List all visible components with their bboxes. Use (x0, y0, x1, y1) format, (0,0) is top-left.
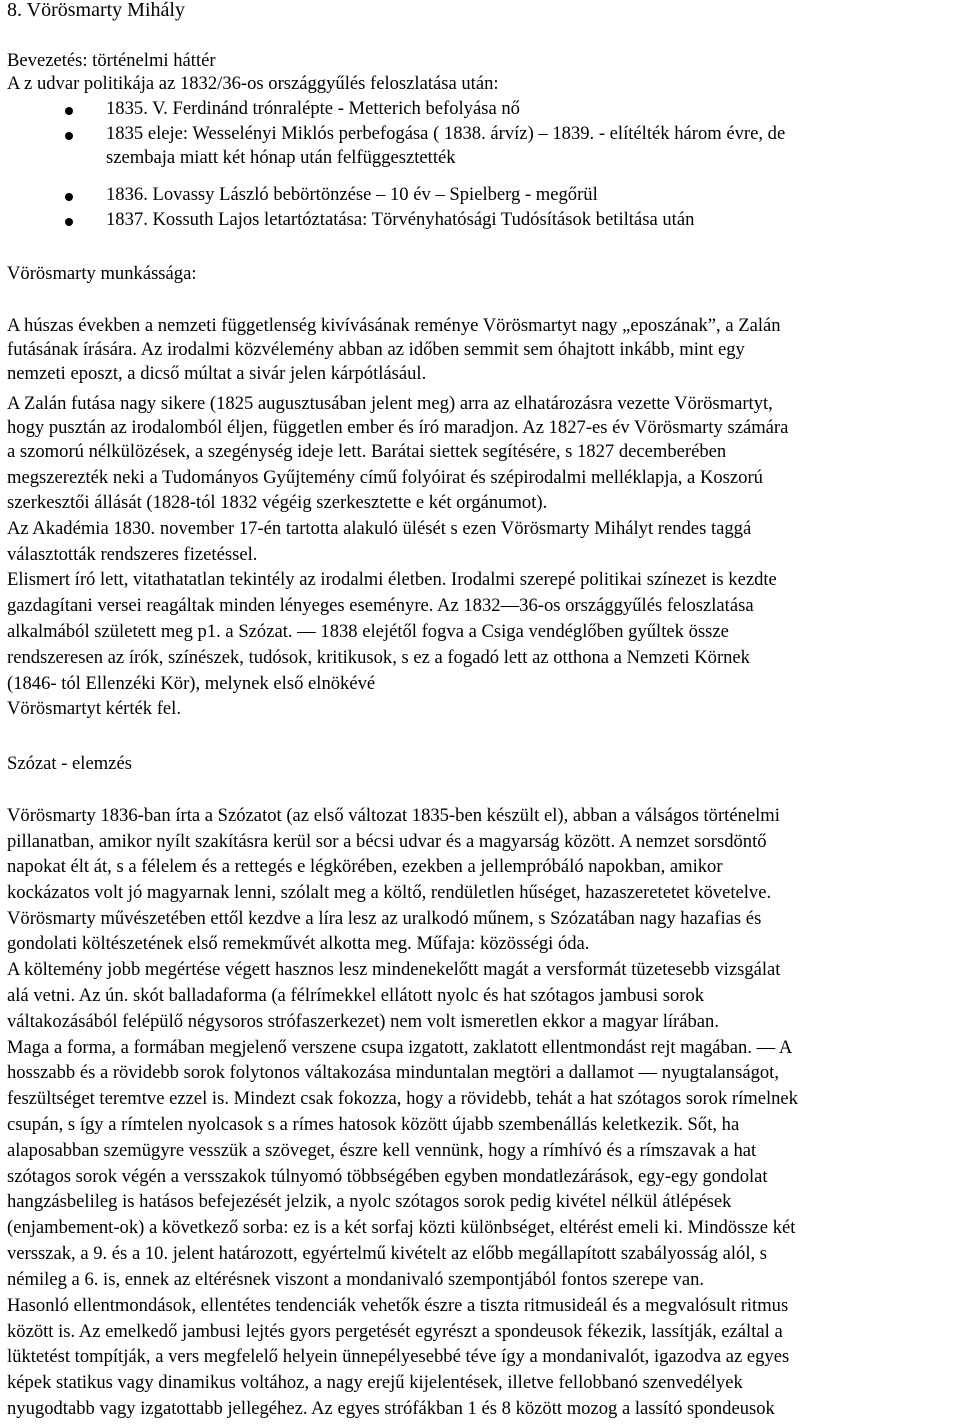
text-line: versszak, a 9. és a 10. jelent határozott, egyértelmű kivételt az előbb megállapított szabályosság alól, s (7, 1243, 768, 1264)
text-line: A húszas években a nemzeti függetlenség kivívásának reménye Vörösmartyt nagy „eposzának”, a Zalán (7, 315, 781, 336)
text-line: gazdagítani versei reagáltak minden lényeges eseményre. Az 1832—36-os országgyűlés feloszlatása (7, 595, 754, 616)
text-line: szótagos sorok végén a versszakok túlnyomó többségében egyben mondatlezárások, egy-egy gondolat (7, 1166, 768, 1187)
text-line: pillanatban, amikor nyílt szakításra kerül sor a bécsi udvar és a magyarság között. A nemzet sorsdöntő (7, 831, 767, 852)
text-line: nyugodtabb vagy izgatottabb jellegéhez. Az egyes strófákban 1 és 8 között mozog a lassító spondeusok (7, 1398, 775, 1419)
text-line: Vörösmarty 1836-ban írta a Szózatot (az első változat 1835-ben készült el), abban a válságos történelmi (7, 805, 780, 826)
text-line: a szomorú nélkülözések, a szegénység ideje lett. Barátai siettek segítésére, s 1827 decemberében (7, 441, 727, 462)
text-line: váltakozásából felépülő négysoros strófaszerkezet) nem volt ismeretlen ekkor a magyar lírában. (7, 1011, 719, 1032)
bullet-dot-icon (65, 132, 73, 140)
bullet-dot-icon (65, 107, 73, 115)
text-line: nemzeti eposzt, a dicső múltat a sivár jelen kárpótlásául. (7, 363, 427, 384)
work-section-title: Vörösmarty munkássága: (7, 263, 197, 284)
text-line: között is. Az emelkedő jambusi lejtés gyors pergetését egyrészt a spondeusok fékezik, lassítják, ezáltal a (7, 1321, 783, 1342)
text-line: szerkesztői állását (1828-tól 1832 végéig szerkesztette e két orgánumot). (7, 492, 548, 513)
text-line: Vörösmarty művészetében ettől kezdve a líra lesz az uralkodó műnem, s Szózatában nagy hazafias és (7, 908, 762, 929)
text-line: Maga a forma, a formában megjelenő verszene csupa izgatott, zaklatott ellentmondást rejt magában. — A (7, 1037, 793, 1058)
text-line: A költemény jobb megértése végett hasznos lesz mindenekelőtt magát a versformát tüzetesebb vizsgálat (7, 959, 781, 980)
intro-lead: A z udvar politikája az 1832/36-os országgyűlés feloszlatása után: (7, 73, 499, 94)
text-line: alkalmából született meg p1. a Szózat. — 1838 elejétől fogva a Csiga vendéglőben gyűltek össze (7, 621, 729, 642)
text-line: A Zalán futása nagy sikere (1825 augusztusában jelent meg) arra az elhatározásra vezette Vörösmartyt, (7, 393, 773, 414)
text-line: rendszeresen az írók, színészek, tudósok, kritikusok, s ez a fogadó lett az otthona a Nemzeti Körnek (7, 647, 750, 668)
text-line: megszerezték neki a Tudományos Gyűjtemény című folyóirat és szépirodalmi melléklapja, a Koszorú (7, 467, 763, 488)
text-line: Az Akadémia 1830. november 17-én tartotta alakuló ülését s ezen Vörösmarty Mihályt rendes taggá (7, 518, 752, 539)
list-item: 1837. Kossuth Lajos letartóztatása: Törvényhatósági Tudósítások betiltása után (106, 209, 695, 230)
text-line: hogy pusztán az irodalomból éljen, független ember és író maradjon. Az 1827-es év Vörösmarty számára (7, 417, 789, 438)
bullet-dot-icon (65, 193, 73, 201)
text-line: hosszabb és a rövidebb sorok folytonos váltakozása minduntalan megtöri a dallamot — nyugtalanságot, (7, 1062, 779, 1083)
document-heading: 8. Vörösmarty Mihály (7, 0, 185, 21)
list-item: 1835. V. Ferdinánd trónralépte - Metterich befolyása nő (106, 98, 520, 119)
text-line: hangzásbelileg is hatásos befejezését jelzik, a nyolc szótagos sorok pedig kivétel nélkül átlépések (7, 1191, 732, 1212)
list-item-continuation: szembaja miatt két hónap után felfüggesztették (106, 147, 456, 168)
intro-section-title: Bevezetés: történelmi háttér (7, 50, 216, 71)
text-line: gondolati költészetének első remekművét alkotta meg. Műfaja: közösségi óda. (7, 933, 590, 954)
text-line: választották rendszeres fizetéssel. (7, 544, 258, 565)
text-line: némileg a 6. is, ennek az eltérésnek viszont a mondanivaló szempontjából fontos szerepe van. (7, 1269, 705, 1290)
text-line: futásának írására. Az irodalmi közvélemény abban az időben semmit sem óhajtott inkább, mint egy (7, 339, 745, 360)
text-line: (1846- tól Ellenzéki Kör), melynek első elnökévé (7, 673, 376, 694)
text-line: feszültséget teremtve ezzel is. Mindezt csak fokozza, hogy a rövidebb, tehát a hat szótagos sorok rímelnek (7, 1088, 798, 1109)
text-line: Vörösmartyt kérték fel. (7, 698, 181, 719)
text-line: lüktetést tompítják, a vers megfelelő helyein ünnepélyesebbé téve így a mondanivalót, igazodva az egyes (7, 1346, 790, 1367)
text-line: (enjambement-ok) a következő sorba: ez is a két sorfaj közti különbséget, eltérést emeli ki. Mindössze két (7, 1217, 796, 1238)
text-line: Elismert író lett, vitathatatlan tekintély az irodalmi életben. Irodalmi szerepé politikai színezet is kezdte (7, 569, 777, 590)
list-item: 1836. Lovassy László bebörtönzése – 10 év – Spielberg - megőrül (106, 184, 598, 205)
list-item: 1835 eleje: Wesselényi Miklós perbefogása ( 1838. árvíz) – 1839. - elítélték három évre, de (106, 123, 786, 144)
bullet-dot-icon (65, 218, 73, 226)
text-line: kockázatos volt jó magyarnak lenni, szólalt meg a költő, rendületlen hűséget, hazaszeretetet követelve. (7, 882, 772, 903)
text-line: Hasonló ellentmondások, ellentétes tendenciák vehetők észre a tiszta ritmusideál és a megvalósult ritmus (7, 1295, 789, 1316)
text-line: képek statikus vagy dinamikus voltához, a nagy erejű kijelentések, illetve fellobbanó szenvedélyek (7, 1372, 743, 1393)
text-line: alaposabban szemügyre vesszük a szöveget, észre kell vennünk, hogy a rímhívó és a rímszavak a hat (7, 1140, 757, 1161)
analysis-section-title: Szózat - elemzés (7, 753, 132, 774)
text-line: napokat élt át, s a félelem és a rettegés e légkörében, ezekben a jellempróbáló napokban, amikor (7, 856, 723, 877)
text-line: csupán, s így a rímtelen nyolcasok s a rímes hatosok között újabb szembenállás keletkezik. Sőt, ha (7, 1114, 740, 1135)
text-line: alá vetni. Az ún. skót balladaforma (a félrímekkel ellátott nyolc és hat szótagos jambusi sorok (7, 985, 705, 1006)
